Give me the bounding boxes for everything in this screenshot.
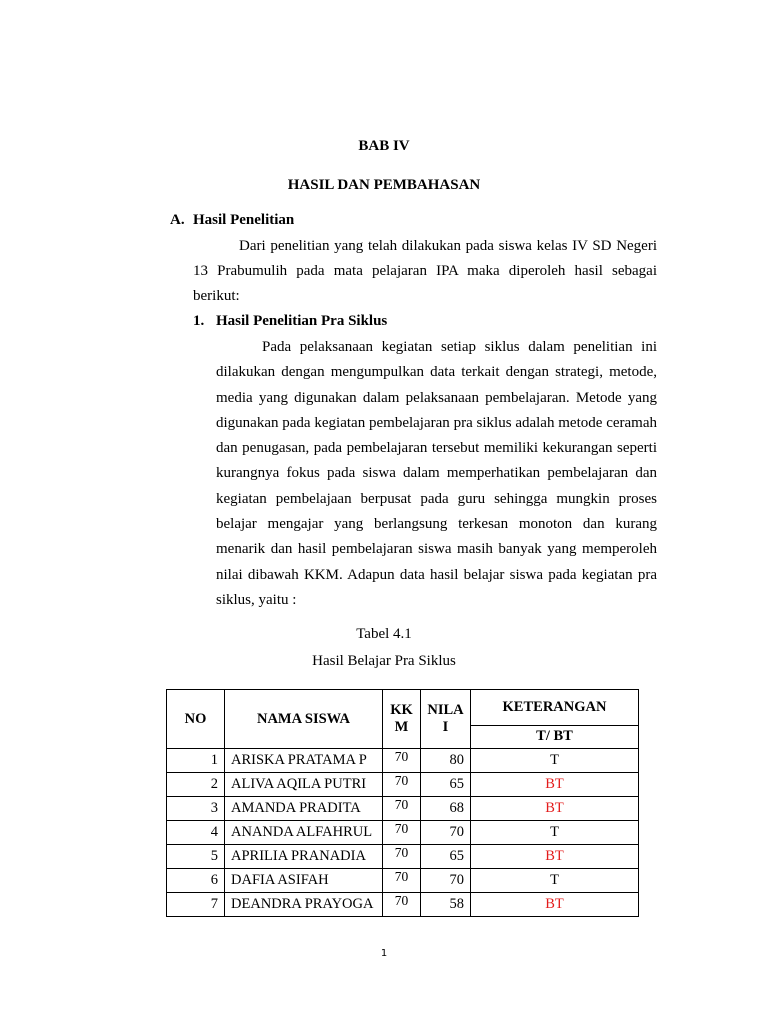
section-a-title: Hasil Penelitian (193, 212, 295, 228)
row-no: 4 (167, 821, 225, 845)
section-1-heading (193, 313, 387, 330)
row-keterangan: BT (471, 797, 639, 821)
paragraph-pra-siklus (216, 335, 657, 613)
row-nilai: 65 (421, 845, 471, 869)
row-no: 7 (167, 893, 225, 917)
row-keterangan: T (471, 821, 639, 845)
row-kkm: 70 (383, 845, 421, 869)
row-kkm: 70 (383, 869, 421, 893)
row-name: APRILIA PRANADIA (225, 845, 383, 869)
row-name: DEANDRA PRAYOGA (225, 893, 383, 917)
row-keterangan: T (471, 749, 639, 773)
table-caption-number: Tabel 4.1 (356, 626, 412, 642)
row-nilai: 70 (421, 869, 471, 893)
row-kkm: 70 (383, 749, 421, 773)
row-name: DAFIA ASIFAH (225, 869, 383, 893)
row-kkm: 70 (383, 821, 421, 845)
row-no: 5 (167, 845, 225, 869)
row-no: 1 (167, 749, 225, 773)
chapter-title: HASIL DAN PEMBAHASAN (287, 177, 481, 193)
row-name: ALIVA AQILA PUTRI (225, 773, 383, 797)
table-row (167, 869, 639, 893)
row-kkm: 70 (383, 797, 421, 821)
section-a-heading (170, 212, 294, 229)
table-row (167, 797, 639, 821)
row-name: AMANDA PRADITA (225, 797, 383, 821)
table-row (167, 893, 639, 917)
chapter-heading: BAB IV (358, 138, 410, 154)
row-no: 3 (167, 797, 225, 821)
row-kkm: 70 (383, 893, 421, 917)
header-nilai: NILA I (421, 690, 471, 749)
header-name: NAMA SISWA (225, 690, 383, 749)
row-kkm: 70 (383, 773, 421, 797)
row-nilai: 65 (421, 773, 471, 797)
row-keterangan: T (471, 869, 639, 893)
row-keterangan: BT (471, 845, 639, 869)
paragraph-pra-siklus-text: Pada pelaksanaan kegiatan setiap siklus dalam penelitian ini dilakukan dengan mengumpulkan data terkait dengan strategi, metode, media yang digunakan dalam pelaksanaan pembelajaran. Metode yang digunakan pada kegiatan pembelajaran pra siklus adalah metode ceramah dan penugasan, pada pembelajaran tersebut memiliki kekurangan seperti kurangnya fokus pada siswa dalam memperhatikan pembelajaran dan kegiatan pembelajaan berpusat pada guru sehingga mungkin proses belajar mengajar yang berlangsung terkesan monoton dan kurang menarik dan hasil pembelajaran siswa masih banyak yang memperoleh nilai dibawah KKM. Adapun data hasil belajar siswa pada kegiatan pra siklus, yaitu : (216, 339, 657, 608)
section-1-title: Hasil Penelitian Pra Siklus (216, 313, 388, 329)
header-keterangan: KETERANGAN (471, 690, 639, 726)
paragraph-intro (193, 234, 657, 309)
row-name: ARISKA PRATAMA P (225, 749, 383, 773)
header-kkm: KK M (383, 690, 421, 749)
paragraph-intro-text: Dari penelitian yang telah dilakukan pada siswa kelas IV SD Negeri 13 Prabumulih pada mata pelajaran IPA maka diperoleh hasil sebagai berikut: (193, 238, 657, 304)
table-row (167, 821, 639, 845)
row-name: ANANDA ALFAHRUL (225, 821, 383, 845)
row-no: 2 (167, 773, 225, 797)
header-no: NO (167, 690, 225, 749)
row-nilai: 70 (421, 821, 471, 845)
results-table (166, 689, 639, 917)
section-a-label: A. (170, 212, 185, 228)
table-body (167, 749, 639, 917)
table-row (167, 749, 639, 773)
row-nilai: 68 (421, 797, 471, 821)
table-row (167, 845, 639, 869)
table-caption-title: Hasil Belajar Pra Siklus (312, 653, 456, 669)
row-keterangan: BT (471, 773, 639, 797)
page-number: 1 (380, 948, 388, 959)
row-no: 6 (167, 869, 225, 893)
row-nilai: 80 (421, 749, 471, 773)
table-row (167, 773, 639, 797)
header-keterangan-sub: T/ BT (471, 725, 639, 748)
section-1-label: 1. (193, 313, 205, 329)
row-keterangan: BT (471, 893, 639, 917)
row-nilai: 58 (421, 893, 471, 917)
